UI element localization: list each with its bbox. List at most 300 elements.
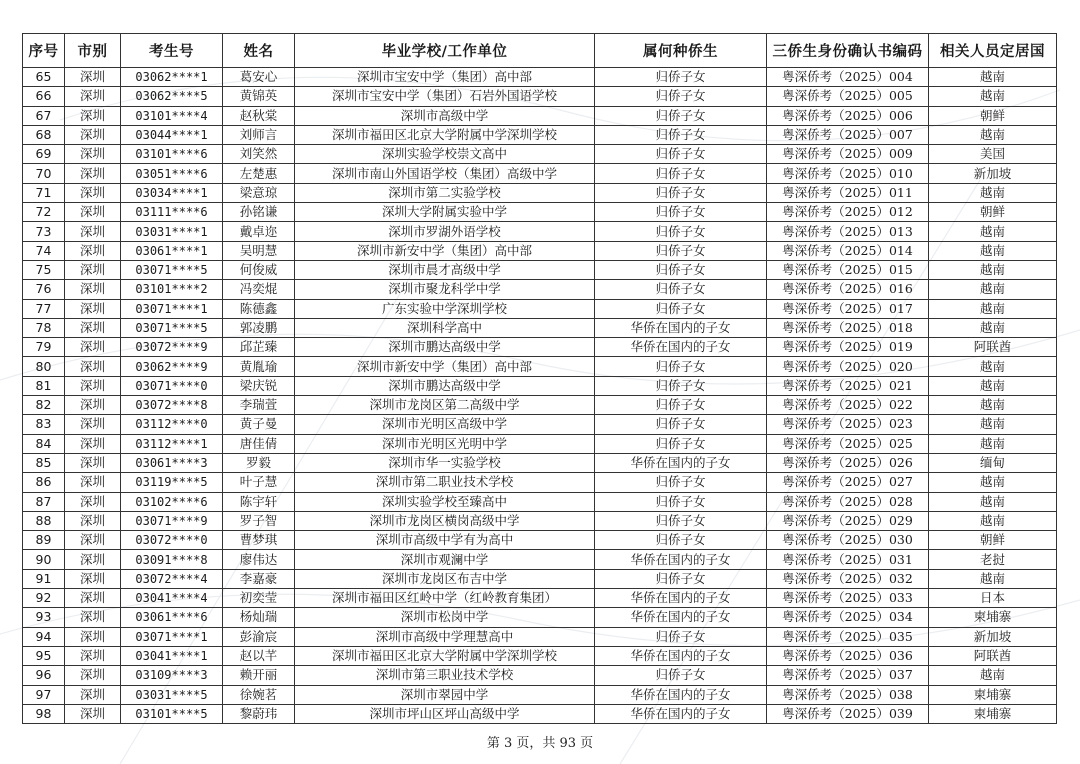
cell-residence-country: 老挝 <box>929 550 1057 569</box>
cell-residence-country: 越南 <box>929 434 1057 453</box>
cell-certificate-code: 粤深侨考（2025）007 <box>767 125 929 144</box>
cell-school: 深圳市宝安中学（集团）石岩外国语学校 <box>295 87 595 106</box>
cell-city: 深圳 <box>65 627 121 646</box>
cell-overseas-type: 归侨子女 <box>595 241 767 260</box>
cell-school: 深圳实验学校崇文高中 <box>295 145 595 164</box>
header-overseas-type: 属何种侨生 <box>595 34 767 68</box>
table-row <box>23 511 1057 530</box>
cell-certificate-code: 粤深侨考（2025）019 <box>767 338 929 357</box>
table-row <box>23 68 1057 87</box>
cell-name: 郭凌鹏 <box>223 318 295 337</box>
cell-index: 72 <box>23 203 65 222</box>
cell-residence-country: 越南 <box>929 492 1057 511</box>
cell-city: 深圳 <box>65 318 121 337</box>
cell-certificate-code: 粤深侨考（2025）005 <box>767 87 929 106</box>
cell-overseas-type: 归侨子女 <box>595 396 767 415</box>
cell-certificate-code: 粤深侨考（2025）013 <box>767 222 929 241</box>
cell-candidate-number: 03112****0 <box>121 415 223 434</box>
cell-index: 85 <box>23 453 65 472</box>
cell-city: 深圳 <box>65 260 121 279</box>
cell-name: 刘笑然 <box>223 145 295 164</box>
cell-overseas-type: 归侨子女 <box>595 125 767 144</box>
cell-city: 深圳 <box>65 396 121 415</box>
cell-name: 梁庆锐 <box>223 376 295 395</box>
cell-candidate-number: 03061****1 <box>121 241 223 260</box>
cell-index: 88 <box>23 511 65 530</box>
cell-certificate-code: 粤深侨考（2025）012 <box>767 203 929 222</box>
cell-overseas-type: 归侨子女 <box>595 106 767 125</box>
cell-overseas-type: 归侨子女 <box>595 357 767 376</box>
table-row <box>23 203 1057 222</box>
header-city: 市别 <box>65 34 121 68</box>
header-name: 姓名 <box>223 34 295 68</box>
cell-certificate-code: 粤深侨考（2025）028 <box>767 492 929 511</box>
cell-school: 深圳市福田区北京大学附属中学深圳学校 <box>295 646 595 665</box>
cell-school: 深圳市坪山区坪山高级中学 <box>295 704 595 723</box>
cell-city: 深圳 <box>65 222 121 241</box>
cell-city: 深圳 <box>65 68 121 87</box>
cell-candidate-number: 03061****6 <box>121 608 223 627</box>
cell-overseas-type: 归侨子女 <box>595 434 767 453</box>
cell-residence-country: 越南 <box>929 666 1057 685</box>
cell-residence-country: 越南 <box>929 569 1057 588</box>
cell-name: 初奕莹 <box>223 589 295 608</box>
cell-index: 90 <box>23 550 65 569</box>
cell-overseas-type: 归侨子女 <box>595 492 767 511</box>
cell-name: 叶子慧 <box>223 473 295 492</box>
cell-candidate-number: 03041****1 <box>121 646 223 665</box>
cell-residence-country: 柬埔寨 <box>929 685 1057 704</box>
cell-candidate-number: 03071****0 <box>121 376 223 395</box>
cell-certificate-code: 粤深侨考（2025）018 <box>767 318 929 337</box>
cell-certificate-code: 粤深侨考（2025）030 <box>767 531 929 550</box>
cell-city: 深圳 <box>65 492 121 511</box>
cell-candidate-number: 03111****6 <box>121 203 223 222</box>
cell-name: 何俊威 <box>223 260 295 279</box>
cell-index: 78 <box>23 318 65 337</box>
cell-city: 深圳 <box>65 164 121 183</box>
cell-index: 83 <box>23 415 65 434</box>
cell-city: 深圳 <box>65 685 121 704</box>
cell-city: 深圳 <box>65 666 121 685</box>
cell-name: 唐佳倩 <box>223 434 295 453</box>
cell-certificate-code: 粤深侨考（2025）037 <box>767 666 929 685</box>
cell-candidate-number: 03062****1 <box>121 68 223 87</box>
cell-name: 陈宇轩 <box>223 492 295 511</box>
cell-candidate-number: 03072****4 <box>121 569 223 588</box>
cell-overseas-type: 归侨子女 <box>595 87 767 106</box>
cell-school: 深圳市高级中学理慧高中 <box>295 627 595 646</box>
cell-certificate-code: 粤深侨考（2025）023 <box>767 415 929 434</box>
cell-index: 65 <box>23 68 65 87</box>
table-row <box>23 415 1057 434</box>
cell-overseas-type: 归侨子女 <box>595 260 767 279</box>
cell-school: 深圳市新安中学（集团）高中部 <box>295 357 595 376</box>
cell-school: 深圳市龙岗区布吉中学 <box>295 569 595 588</box>
cell-residence-country: 越南 <box>929 183 1057 202</box>
cell-index: 98 <box>23 704 65 723</box>
cell-name: 彭渝宸 <box>223 627 295 646</box>
cell-school: 深圳市松岗中学 <box>295 608 595 627</box>
cell-index: 74 <box>23 241 65 260</box>
cell-index: 97 <box>23 685 65 704</box>
cell-overseas-type: 归侨子女 <box>595 531 767 550</box>
cell-residence-country: 越南 <box>929 260 1057 279</box>
cell-certificate-code: 粤深侨考（2025）011 <box>767 183 929 202</box>
cell-index: 71 <box>23 183 65 202</box>
cell-school: 深圳市观澜中学 <box>295 550 595 569</box>
header-certificate-code: 三侨生身份确认书编码 <box>767 34 929 68</box>
table-row <box>23 87 1057 106</box>
cell-school: 深圳市第三职业技术学校 <box>295 666 595 685</box>
cell-index: 95 <box>23 646 65 665</box>
cell-overseas-type: 归侨子女 <box>595 376 767 395</box>
header-residence-country: 相关人员定居国 <box>929 34 1057 68</box>
cell-city: 深圳 <box>65 473 121 492</box>
cell-overseas-type: 华侨在国内的子女 <box>595 646 767 665</box>
table-header <box>23 34 1057 68</box>
cell-school: 深圳市翠园中学 <box>295 685 595 704</box>
cell-index: 81 <box>23 376 65 395</box>
cell-city: 深圳 <box>65 357 121 376</box>
cell-overseas-type: 华侨在国内的子女 <box>595 338 767 357</box>
table-row <box>23 125 1057 144</box>
cell-certificate-code: 粤深侨考（2025）006 <box>767 106 929 125</box>
cell-name: 邱芷臻 <box>223 338 295 357</box>
cell-candidate-number: 03071****5 <box>121 318 223 337</box>
cell-name: 曹梦琪 <box>223 531 295 550</box>
cell-name: 赖开丽 <box>223 666 295 685</box>
cell-candidate-number: 03101****5 <box>121 704 223 723</box>
cell-index: 73 <box>23 222 65 241</box>
table-row <box>23 492 1057 511</box>
cell-certificate-code: 粤深侨考（2025）016 <box>767 280 929 299</box>
cell-school: 深圳市龙岗区第二高级中学 <box>295 396 595 415</box>
cell-overseas-type: 华侨在国内的子女 <box>595 608 767 627</box>
cell-residence-country: 新加坡 <box>929 627 1057 646</box>
cell-index: 87 <box>23 492 65 511</box>
cell-certificate-code: 粤深侨考（2025）036 <box>767 646 929 665</box>
cell-school: 深圳市光明区光明中学 <box>295 434 595 453</box>
cell-overseas-type: 归侨子女 <box>595 627 767 646</box>
cell-candidate-number: 03072****9 <box>121 338 223 357</box>
cell-index: 67 <box>23 106 65 125</box>
cell-index: 86 <box>23 473 65 492</box>
cell-overseas-type: 华侨在国内的子女 <box>595 550 767 569</box>
cell-certificate-code: 粤深侨考（2025）026 <box>767 453 929 472</box>
cell-name: 赵以芊 <box>223 646 295 665</box>
cell-certificate-code: 粤深侨考（2025）004 <box>767 68 929 87</box>
cell-residence-country: 日本 <box>929 589 1057 608</box>
cell-school: 深圳市鹏达高级中学 <box>295 376 595 395</box>
table-row <box>23 106 1057 125</box>
cell-name: 黎蔚玮 <box>223 704 295 723</box>
cell-certificate-code: 粤深侨考（2025）017 <box>767 299 929 318</box>
cell-candidate-number: 03034****1 <box>121 183 223 202</box>
cell-name: 李瑞萱 <box>223 396 295 415</box>
table-row <box>23 260 1057 279</box>
cell-index: 77 <box>23 299 65 318</box>
cell-candidate-number: 03072****8 <box>121 396 223 415</box>
cell-certificate-code: 粤深侨考（2025）038 <box>767 685 929 704</box>
table-row <box>23 222 1057 241</box>
table-row <box>23 589 1057 608</box>
cell-residence-country: 越南 <box>929 415 1057 434</box>
cell-index: 69 <box>23 145 65 164</box>
header-index: 序号 <box>23 34 65 68</box>
cell-candidate-number: 03071****9 <box>121 511 223 530</box>
cell-city: 深圳 <box>65 183 121 202</box>
cell-overseas-type: 归侨子女 <box>595 222 767 241</box>
cell-name: 李嘉豪 <box>223 569 295 588</box>
cell-city: 深圳 <box>65 434 121 453</box>
cell-residence-country: 朝鲜 <box>929 106 1057 125</box>
table-row <box>23 396 1057 415</box>
cell-index: 84 <box>23 434 65 453</box>
table-row <box>23 531 1057 550</box>
cell-candidate-number: 03031****1 <box>121 222 223 241</box>
table-row <box>23 550 1057 569</box>
cell-certificate-code: 粤深侨考（2025）027 <box>767 473 929 492</box>
cell-residence-country: 新加坡 <box>929 164 1057 183</box>
cell-index: 92 <box>23 589 65 608</box>
table-row <box>23 164 1057 183</box>
table-row <box>23 338 1057 357</box>
table-row <box>23 357 1057 376</box>
cell-school: 深圳市第二职业技术学校 <box>295 473 595 492</box>
cell-candidate-number: 03062****5 <box>121 87 223 106</box>
cell-city: 深圳 <box>65 646 121 665</box>
cell-candidate-number: 03031****5 <box>121 685 223 704</box>
cell-candidate-number: 03071****1 <box>121 299 223 318</box>
cell-index: 93 <box>23 608 65 627</box>
cell-index: 75 <box>23 260 65 279</box>
cell-name: 黄胤瑜 <box>223 357 295 376</box>
cell-school: 广东实验中学深圳学校 <box>295 299 595 318</box>
table-row <box>23 241 1057 260</box>
cell-candidate-number: 03061****3 <box>121 453 223 472</box>
header-candidate-number: 考生号 <box>121 34 223 68</box>
cell-residence-country: 阿联酋 <box>929 646 1057 665</box>
cell-index: 79 <box>23 338 65 357</box>
cell-school: 深圳市龙岗区横岗高级中学 <box>295 511 595 530</box>
cell-school: 深圳市新安中学（集团）高中部 <box>295 241 595 260</box>
cell-certificate-code: 粤深侨考（2025）039 <box>767 704 929 723</box>
cell-city: 深圳 <box>65 145 121 164</box>
table-row <box>23 666 1057 685</box>
cell-certificate-code: 粤深侨考（2025）009 <box>767 145 929 164</box>
cell-school: 深圳市福田区北京大学附属中学深圳学校 <box>295 125 595 144</box>
cell-overseas-type: 归侨子女 <box>595 280 767 299</box>
cell-index: 70 <box>23 164 65 183</box>
cell-index: 66 <box>23 87 65 106</box>
cell-city: 深圳 <box>65 203 121 222</box>
cell-school: 深圳市第二实验学校 <box>295 183 595 202</box>
cell-name: 葛安心 <box>223 68 295 87</box>
cell-name: 徐婉茗 <box>223 685 295 704</box>
table-row <box>23 280 1057 299</box>
cell-overseas-type: 归侨子女 <box>595 666 767 685</box>
cell-residence-country: 缅甸 <box>929 453 1057 472</box>
cell-index: 96 <box>23 666 65 685</box>
cell-certificate-code: 粤深侨考（2025）029 <box>767 511 929 530</box>
cell-name: 杨灿瑞 <box>223 608 295 627</box>
cell-city: 深圳 <box>65 106 121 125</box>
cell-candidate-number: 03062****9 <box>121 357 223 376</box>
table-row <box>23 646 1057 665</box>
cell-school: 深圳市宝安中学（集团）高中部 <box>295 68 595 87</box>
cell-name: 冯奕焜 <box>223 280 295 299</box>
table-row <box>23 318 1057 337</box>
table-row <box>23 145 1057 164</box>
cell-residence-country: 朝鲜 <box>929 531 1057 550</box>
cell-school: 深圳市南山外国语学校（集团）高级中学 <box>295 164 595 183</box>
cell-residence-country: 越南 <box>929 222 1057 241</box>
cell-candidate-number: 03071****5 <box>121 260 223 279</box>
cell-name: 黄锦英 <box>223 87 295 106</box>
table-row <box>23 434 1057 453</box>
table-row <box>23 183 1057 202</box>
cell-candidate-number: 03091****8 <box>121 550 223 569</box>
table-row <box>23 685 1057 704</box>
cell-index: 68 <box>23 125 65 144</box>
cell-city: 深圳 <box>65 87 121 106</box>
cell-candidate-number: 03112****1 <box>121 434 223 453</box>
header-school: 毕业学校/工作单位 <box>295 34 595 68</box>
cell-name: 黄子曼 <box>223 415 295 434</box>
cell-school: 深圳市聚龙科学中学 <box>295 280 595 299</box>
cell-city: 深圳 <box>65 376 121 395</box>
cell-certificate-code: 粤深侨考（2025）022 <box>767 396 929 415</box>
cell-name: 孙铭谦 <box>223 203 295 222</box>
cell-candidate-number: 03041****4 <box>121 589 223 608</box>
cell-overseas-type: 华侨在国内的子女 <box>595 318 767 337</box>
cell-certificate-code: 粤深侨考（2025）014 <box>767 241 929 260</box>
cell-overseas-type: 归侨子女 <box>595 569 767 588</box>
cell-residence-country: 越南 <box>929 318 1057 337</box>
cell-candidate-number: 03119****5 <box>121 473 223 492</box>
cell-name: 廖伟达 <box>223 550 295 569</box>
cell-certificate-code: 粤深侨考（2025）021 <box>767 376 929 395</box>
cell-residence-country: 越南 <box>929 357 1057 376</box>
cell-residence-country: 越南 <box>929 241 1057 260</box>
cell-school: 深圳市高级中学 <box>295 106 595 125</box>
cell-school: 深圳市鹏达高级中学 <box>295 338 595 357</box>
cell-name: 罗毅 <box>223 453 295 472</box>
cell-certificate-code: 粤深侨考（2025）034 <box>767 608 929 627</box>
cell-index: 82 <box>23 396 65 415</box>
cell-candidate-number: 03102****6 <box>121 492 223 511</box>
cell-city: 深圳 <box>65 415 121 434</box>
cell-name: 罗子智 <box>223 511 295 530</box>
cell-city: 深圳 <box>65 299 121 318</box>
cell-certificate-code: 粤深侨考（2025）015 <box>767 260 929 279</box>
cell-residence-country: 柬埔寨 <box>929 704 1057 723</box>
page-indicator: 第 3 页，共 93 页 <box>486 736 594 751</box>
cell-candidate-number: 03109****3 <box>121 666 223 685</box>
cell-index: 91 <box>23 569 65 588</box>
cell-certificate-code: 粤深侨考（2025）032 <box>767 569 929 588</box>
cell-school: 深圳实验学校至臻高中 <box>295 492 595 511</box>
cell-city: 深圳 <box>65 531 121 550</box>
cell-residence-country: 越南 <box>929 511 1057 530</box>
table-row <box>23 569 1057 588</box>
cell-residence-country: 柬埔寨 <box>929 608 1057 627</box>
cell-city: 深圳 <box>65 589 121 608</box>
cell-certificate-code: 粤深侨考（2025）033 <box>767 589 929 608</box>
cell-city: 深圳 <box>65 338 121 357</box>
cell-index: 89 <box>23 531 65 550</box>
cell-name: 左楚惠 <box>223 164 295 183</box>
cell-overseas-type: 归侨子女 <box>595 473 767 492</box>
cell-candidate-number: 03101****4 <box>121 106 223 125</box>
table-row <box>23 453 1057 472</box>
cell-name: 梁意琼 <box>223 183 295 202</box>
cell-school: 深圳市晨才高级中学 <box>295 260 595 279</box>
cell-candidate-number: 03101****6 <box>121 145 223 164</box>
cell-certificate-code: 粤深侨考（2025）031 <box>767 550 929 569</box>
cell-candidate-number: 03072****0 <box>121 531 223 550</box>
candidate-table <box>22 33 1057 724</box>
cell-residence-country: 越南 <box>929 87 1057 106</box>
cell-name: 戴卓迩 <box>223 222 295 241</box>
cell-city: 深圳 <box>65 704 121 723</box>
cell-name: 陈德鑫 <box>223 299 295 318</box>
cell-residence-country: 朝鲜 <box>929 203 1057 222</box>
cell-name: 吴明慧 <box>223 241 295 260</box>
cell-index: 80 <box>23 357 65 376</box>
cell-certificate-code: 粤深侨考（2025）020 <box>767 357 929 376</box>
cell-name: 赵秋棠 <box>223 106 295 125</box>
cell-overseas-type: 华侨在国内的子女 <box>595 453 767 472</box>
cell-city: 深圳 <box>65 280 121 299</box>
cell-candidate-number: 03071****1 <box>121 627 223 646</box>
cell-index: 76 <box>23 280 65 299</box>
cell-city: 深圳 <box>65 550 121 569</box>
cell-city: 深圳 <box>65 125 121 144</box>
cell-residence-country: 越南 <box>929 473 1057 492</box>
cell-certificate-code: 粤深侨考（2025）035 <box>767 627 929 646</box>
cell-candidate-number: 03101****2 <box>121 280 223 299</box>
cell-overseas-type: 归侨子女 <box>595 68 767 87</box>
cell-city: 深圳 <box>65 453 121 472</box>
cell-certificate-code: 粤深侨考（2025）025 <box>767 434 929 453</box>
cell-overseas-type: 归侨子女 <box>595 145 767 164</box>
cell-city: 深圳 <box>65 511 121 530</box>
header-row <box>23 34 1057 68</box>
cell-overseas-type: 华侨在国内的子女 <box>595 589 767 608</box>
cell-name: 刘师言 <box>223 125 295 144</box>
table-row <box>23 627 1057 646</box>
cell-overseas-type: 华侨在国内的子女 <box>595 704 767 723</box>
cell-overseas-type: 归侨子女 <box>595 511 767 530</box>
cell-residence-country: 阿联酋 <box>929 338 1057 357</box>
cell-city: 深圳 <box>65 241 121 260</box>
cell-residence-country: 越南 <box>929 376 1057 395</box>
table-row <box>23 608 1057 627</box>
table-row <box>23 299 1057 318</box>
cell-residence-country: 越南 <box>929 280 1057 299</box>
cell-candidate-number: 03051****6 <box>121 164 223 183</box>
page-footer <box>0 732 1080 751</box>
cell-city: 深圳 <box>65 608 121 627</box>
table-body <box>23 68 1057 724</box>
cell-residence-country: 越南 <box>929 396 1057 415</box>
cell-school: 深圳市高级中学有为高中 <box>295 531 595 550</box>
cell-overseas-type: 归侨子女 <box>595 415 767 434</box>
cell-school: 深圳大学附属实验中学 <box>295 203 595 222</box>
cell-school: 深圳市光明区高级中学 <box>295 415 595 434</box>
